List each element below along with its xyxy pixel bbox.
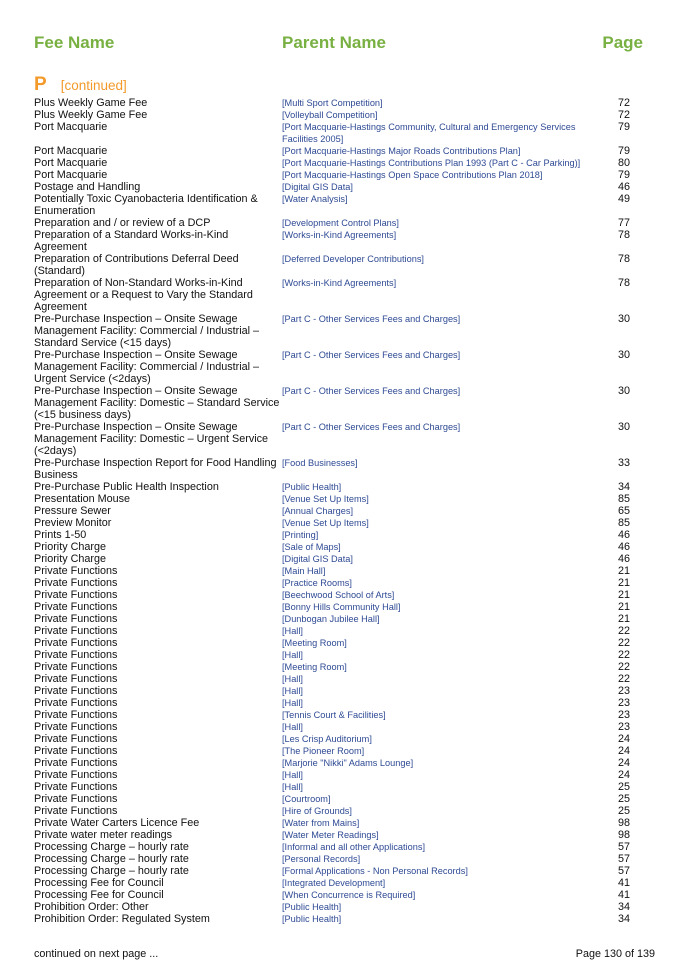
fee-name-cell: Preview Monitor xyxy=(34,517,112,529)
parent-name-cell[interactable]: [Meeting Room] xyxy=(282,638,347,648)
parent-name-cell[interactable]: [Tennis Court & Facilities] xyxy=(282,710,386,720)
page-cell: 22 xyxy=(617,649,630,661)
table-row xyxy=(34,157,630,169)
table-row xyxy=(34,637,630,649)
fee-name-cell: Preparation of a Standard Works-in-Kind Agreement xyxy=(34,229,229,253)
fee-name-cell: Private Functions xyxy=(34,577,118,589)
table-row xyxy=(34,529,630,541)
table-row xyxy=(34,745,630,757)
parent-name-cell[interactable]: [Port Macquarie-Hastings Community, Cultural and Emergency Services Facilities 2005] xyxy=(282,122,576,144)
fee-name-cell: Private Functions xyxy=(34,661,118,673)
parent-name-cell[interactable]: [Venue Set Up Items] xyxy=(282,518,369,528)
table-row xyxy=(34,877,630,889)
table-row xyxy=(34,421,630,457)
parent-name-cell[interactable]: [Deferred Developer Contributions] xyxy=(282,254,424,264)
fee-name-cell: Private Functions xyxy=(34,613,118,625)
page-cell: 79 xyxy=(617,145,630,157)
table-row xyxy=(34,769,630,781)
fee-name-cell: Prohibition Order: Other xyxy=(34,901,149,913)
fee-name-cell: Priority Charge xyxy=(34,541,107,553)
parent-name-cell[interactable]: [Sale of Maps] xyxy=(282,542,341,552)
parent-name-cell[interactable]: [Hire of Grounds] xyxy=(282,806,352,816)
table-row xyxy=(34,685,630,697)
table-row xyxy=(34,781,630,793)
page-cell: 21 xyxy=(617,577,630,589)
parent-name-cell[interactable]: [Courtroom] xyxy=(282,794,331,804)
table-row xyxy=(34,913,630,925)
page-cell: 21 xyxy=(617,565,630,577)
fee-name-cell: Private Functions xyxy=(34,721,118,733)
parent-name-cell[interactable]: [Printing] xyxy=(282,530,319,540)
fee-name-cell: Port Macquarie xyxy=(34,145,108,157)
page-cell: 22 xyxy=(617,673,630,685)
parent-name-cell[interactable]: [Part C - Other Services Fees and Charges] xyxy=(282,422,461,432)
table-row xyxy=(34,277,630,313)
parent-name-cell[interactable]: [Hall] xyxy=(282,722,303,732)
page-cell: 34 xyxy=(617,901,630,913)
page-cell: 25 xyxy=(617,781,630,793)
parent-name-cell[interactable]: [Formal Applications - Non Personal Records] xyxy=(282,866,468,876)
parent-name-cell[interactable]: [Annual Charges] xyxy=(282,506,353,516)
page-cell: 57 xyxy=(617,841,630,853)
table-row xyxy=(34,757,630,769)
table-row xyxy=(34,385,630,421)
fee-name-cell: Presentation Mouse xyxy=(34,493,131,505)
table-row xyxy=(34,541,630,553)
page-cell: 30 xyxy=(617,313,630,325)
page-cell: 24 xyxy=(617,745,630,757)
table-row xyxy=(34,793,630,805)
parent-name-cell[interactable]: [Food Businesses] xyxy=(282,458,358,468)
page-cell: 46 xyxy=(617,529,630,541)
fee-name-cell: Prints 1-50 xyxy=(34,529,87,541)
table-row xyxy=(34,649,630,661)
page-cell: 34 xyxy=(617,481,630,493)
page-cell: 57 xyxy=(617,853,630,865)
page-cell: 30 xyxy=(617,349,630,361)
page-cell: 24 xyxy=(617,733,630,745)
fee-name-cell: Private Functions xyxy=(34,709,118,721)
parent-name-cell[interactable]: [Hall] xyxy=(282,782,303,792)
fee-name-cell: Private Functions xyxy=(34,697,118,709)
parent-name-cell[interactable]: [Informal and all other Applications] xyxy=(282,842,425,852)
parent-name-cell[interactable]: [Venue Set Up Items] xyxy=(282,494,369,504)
parent-name-cell[interactable]: [Volleyball Competition] xyxy=(282,110,378,120)
fee-name-cell: Preparation of Non-Standard Works-in-Kind Agreement or a Request to Vary the Standard Agreement xyxy=(34,277,253,313)
parent-name-cell[interactable]: [Port Macquarie-Hastings Open Space Contributions Plan 2018] xyxy=(282,170,543,180)
parent-name-cell[interactable]: [Water Meter Readings] xyxy=(282,830,379,840)
fee-name-cell: Pre-Purchase Inspection Report for Food Handling Business xyxy=(34,457,277,481)
fee-name-cell: Private Functions xyxy=(34,733,118,745)
table-row xyxy=(34,457,630,481)
page-cell: 34 xyxy=(617,913,630,925)
fee-name-cell: Private Functions xyxy=(34,685,118,697)
fee-name-cell: Preparation and / or review of a DCP xyxy=(34,217,211,229)
parent-name-cell[interactable]: [Hall] xyxy=(282,770,303,780)
table-row xyxy=(34,721,630,733)
page-cell: 24 xyxy=(617,757,630,769)
table-row xyxy=(34,253,630,277)
fee-name-cell: Pre-Purchase Inspection – Onsite Sewage Management Facility: Commercial / Industrial – Standard Service (<15 days) xyxy=(34,313,260,349)
table-row xyxy=(34,817,630,829)
parent-name-cell[interactable]: [Development Control Plans] xyxy=(282,218,399,228)
parent-name-cell[interactable]: [Public Health] xyxy=(282,914,342,924)
parent-name-cell[interactable]: [Water Analysis] xyxy=(282,194,348,204)
fee-name-cell: Processing Fee for Council xyxy=(34,877,164,889)
page-cell: 46 xyxy=(617,553,630,565)
fee-name-cell: Private Functions xyxy=(34,637,118,649)
fee-index-table xyxy=(34,97,630,925)
parent-name-cell[interactable]: [Digital GIS Data] xyxy=(282,554,353,564)
parent-name-cell[interactable]: [Multi Sport Competition] xyxy=(282,98,383,108)
table-row xyxy=(34,805,630,817)
page-header: Page xyxy=(602,33,643,52)
fee-name-cell: Port Macquarie xyxy=(34,121,108,133)
parent-name-cell[interactable]: [Beechwood School of Arts] xyxy=(282,590,395,600)
page-cell: 41 xyxy=(617,877,630,889)
table-row xyxy=(34,193,630,217)
fee-name-cell: Private Functions xyxy=(34,673,118,685)
table-row xyxy=(34,625,630,637)
table-row xyxy=(34,349,630,385)
parent-name-cell[interactable]: [Works-in-Kind Agreements] xyxy=(282,278,397,288)
table-row xyxy=(34,217,630,229)
page-cell: 49 xyxy=(617,193,630,205)
page-cell: 22 xyxy=(617,625,630,637)
page-cell: 23 xyxy=(617,697,630,709)
fee-name-cell: Pre-Purchase Public Health Inspection xyxy=(34,481,219,493)
table-row xyxy=(34,109,630,121)
table-row xyxy=(34,889,630,901)
table-row xyxy=(34,697,630,709)
page-cell: 46 xyxy=(617,541,630,553)
page-cell: 21 xyxy=(617,601,630,613)
page-cell: 23 xyxy=(617,721,630,733)
table-row xyxy=(34,865,630,877)
page-cell: 98 xyxy=(617,817,630,829)
table-row xyxy=(34,601,630,613)
parent-name-cell[interactable]: [Hall] xyxy=(282,698,303,708)
page-cell: 65 xyxy=(617,505,630,517)
table-row xyxy=(34,577,630,589)
table-row xyxy=(34,145,630,157)
parent-name-cell[interactable]: [Personal Records] xyxy=(282,854,361,864)
fee-name-cell: Priority Charge xyxy=(34,553,107,565)
parent-name-cell[interactable]: [Hall] xyxy=(282,626,303,636)
fee-name-cell: Potentially Toxic Cyanobacteria Identification & Enumeration xyxy=(34,193,258,217)
parent-name-cell[interactable]: [Dunbogan Jubilee Hall] xyxy=(282,614,380,624)
parent-name-cell[interactable]: [Les Crisp Auditorium] xyxy=(282,734,372,744)
page-cell: 79 xyxy=(617,169,630,181)
page-cell: 25 xyxy=(617,805,630,817)
page-cell: 23 xyxy=(617,685,630,697)
table-row xyxy=(34,481,630,493)
page-cell: 79 xyxy=(617,121,630,133)
fee-name-cell: Private Water Carters Licence Fee xyxy=(34,817,200,829)
fee-name-cell: Private Functions xyxy=(34,757,118,769)
parent-name-cell[interactable]: [Part C - Other Services Fees and Charges] xyxy=(282,350,461,360)
fee-name-cell: Private water meter readings xyxy=(34,829,173,841)
parent-name-cell[interactable]: [Water from Mains] xyxy=(282,818,360,828)
fee-name-cell: Private Functions xyxy=(34,649,118,661)
table-row xyxy=(34,829,630,841)
page-cell: 78 xyxy=(617,277,630,289)
fee-name-cell: Pre-Purchase Inspection – Onsite Sewage Management Facility: Commercial / Industrial – Urgent Service (<2days) xyxy=(34,349,260,385)
fee-name-cell: Private Functions xyxy=(34,745,118,757)
fee-name-cell: Private Functions xyxy=(34,565,118,577)
parent-name-cell[interactable]: [Bonny Hills Community Hall] xyxy=(282,602,401,612)
page-cell: 80 xyxy=(617,157,630,169)
section-heading xyxy=(34,74,127,96)
fee-name-cell: Private Functions xyxy=(34,769,118,781)
fee-name-cell: Pre-Purchase Inspection – Onsite Sewage Management Facility: Domestic – Urgent Service (<2days) xyxy=(34,421,269,457)
fee-name-cell: Pre-Purchase Inspection – Onsite Sewage Management Facility: Domestic – Standard Service (<15 business days) xyxy=(34,385,280,421)
parent-name-cell[interactable]: [Hall] xyxy=(282,674,303,684)
fee-name-cell: Port Macquarie xyxy=(34,157,108,169)
table-row xyxy=(34,673,630,685)
parent-name-cell[interactable]: [Part C - Other Services Fees and Charges] xyxy=(282,386,461,396)
table-row xyxy=(34,901,630,913)
page-cell: 78 xyxy=(617,229,630,241)
page-cell: 72 xyxy=(617,109,630,121)
table-row xyxy=(34,553,630,565)
fee-name-cell: Processing Fee for Council xyxy=(34,889,164,901)
table-row xyxy=(34,505,630,517)
table-row xyxy=(34,517,630,529)
page-cell: 41 xyxy=(617,889,630,901)
page-cell: 78 xyxy=(617,253,630,265)
fee-name-cell: Pressure Sewer xyxy=(34,505,111,517)
page-number: Page 130 of 139 xyxy=(575,948,655,960)
table-row xyxy=(34,565,630,577)
table-row xyxy=(34,121,630,145)
parent-name-cell[interactable]: [Public Health] xyxy=(282,902,342,912)
table-row xyxy=(34,313,630,349)
fee-name-cell: Plus Weekly Game Fee xyxy=(34,97,148,109)
parent-name-cell[interactable]: [The Pioneer Room] xyxy=(282,746,365,756)
page-cell: 46 xyxy=(617,181,630,193)
fee-name-cell: Processing Charge – hourly rate xyxy=(34,865,189,877)
page-cell: 30 xyxy=(617,385,630,397)
page-cell: 21 xyxy=(617,613,630,625)
parent-name-cell[interactable]: [Port Macquarie-Hastings Contributions Plan 1993 (Part C - Car Parking)] xyxy=(282,158,581,168)
parent-name-cell[interactable]: [Works-in-Kind Agreements] xyxy=(282,230,397,240)
table-row xyxy=(34,229,630,253)
fee-name-cell: Private Functions xyxy=(34,793,118,805)
fee-name-cell: Private Functions xyxy=(34,625,118,637)
parent-name-cell[interactable]: [Meeting Room] xyxy=(282,662,347,672)
page-cell: 33 xyxy=(617,457,630,469)
table-row xyxy=(34,613,630,625)
parent-name-header: Parent Name xyxy=(282,33,386,52)
parent-name-cell[interactable]: [Hall] xyxy=(282,650,303,660)
table-row xyxy=(34,181,630,193)
parent-name-cell[interactable]: [Public Health] xyxy=(282,482,342,492)
table-row xyxy=(34,841,630,853)
page-cell: 30 xyxy=(617,421,630,433)
table-row xyxy=(34,589,630,601)
table-row xyxy=(34,733,630,745)
table-row xyxy=(34,709,630,721)
parent-name-cell[interactable]: [Hall] xyxy=(282,686,303,696)
table-row xyxy=(34,853,630,865)
page-cell: 85 xyxy=(617,493,630,505)
section-letter: P xyxy=(34,74,47,95)
parent-name-cell[interactable]: [Port Macquarie-Hastings Major Roads Contributions Plan] xyxy=(282,146,521,156)
fee-name-cell: Processing Charge – hourly rate xyxy=(34,841,189,853)
page-cell: 24 xyxy=(617,769,630,781)
parent-name-cell[interactable]: [Main Hall] xyxy=(282,566,326,576)
page-cell: 72 xyxy=(617,97,630,109)
table-row xyxy=(34,661,630,673)
parent-name-cell[interactable]: [Part C - Other Services Fees and Charges] xyxy=(282,314,461,324)
table-row xyxy=(34,97,630,109)
parent-name-cell[interactable]: [Digital GIS Data] xyxy=(282,182,353,192)
fee-name-cell: Private Functions xyxy=(34,781,118,793)
page-cell: 25 xyxy=(617,793,630,805)
parent-name-cell[interactable]: [Practice Rooms] xyxy=(282,578,352,588)
fee-name-cell: Private Functions xyxy=(34,805,118,817)
continued-note: continued on next page ... xyxy=(34,948,159,960)
page-cell: 77 xyxy=(617,217,630,229)
page-cell: 22 xyxy=(617,637,630,649)
page-cell: 57 xyxy=(617,865,630,877)
page-cell: 21 xyxy=(617,589,630,601)
fee-name-cell: Preparation of Contributions Deferral Deed (Standard) xyxy=(34,253,239,277)
parent-name-cell[interactable]: [When Concurrence is Required] xyxy=(282,890,416,900)
page-cell: 98 xyxy=(617,829,630,841)
page-cell: 22 xyxy=(617,661,630,673)
fee-name-cell: Private Functions xyxy=(34,601,118,613)
fee-name-cell: Private Functions xyxy=(34,589,118,601)
page-cell: 85 xyxy=(617,517,630,529)
fee-name-cell: Prohibition Order: Regulated System xyxy=(34,913,210,925)
fee-name-cell: Processing Charge – hourly rate xyxy=(34,853,189,865)
fee-name-cell: Plus Weekly Game Fee xyxy=(34,109,148,121)
section-continued-label: [continued] xyxy=(60,78,127,93)
table-row xyxy=(34,169,630,181)
fee-name-cell: Postage and Handling xyxy=(34,181,141,193)
table-row xyxy=(34,493,630,505)
parent-name-cell[interactable]: [Marjorie "Nikki" Adams Lounge] xyxy=(282,758,414,768)
fee-name-header: Fee Name xyxy=(34,33,115,52)
fee-name-cell: Port Macquarie xyxy=(34,169,108,181)
parent-name-cell[interactable]: [Integrated Development] xyxy=(282,878,386,888)
page-cell: 23 xyxy=(617,709,630,721)
